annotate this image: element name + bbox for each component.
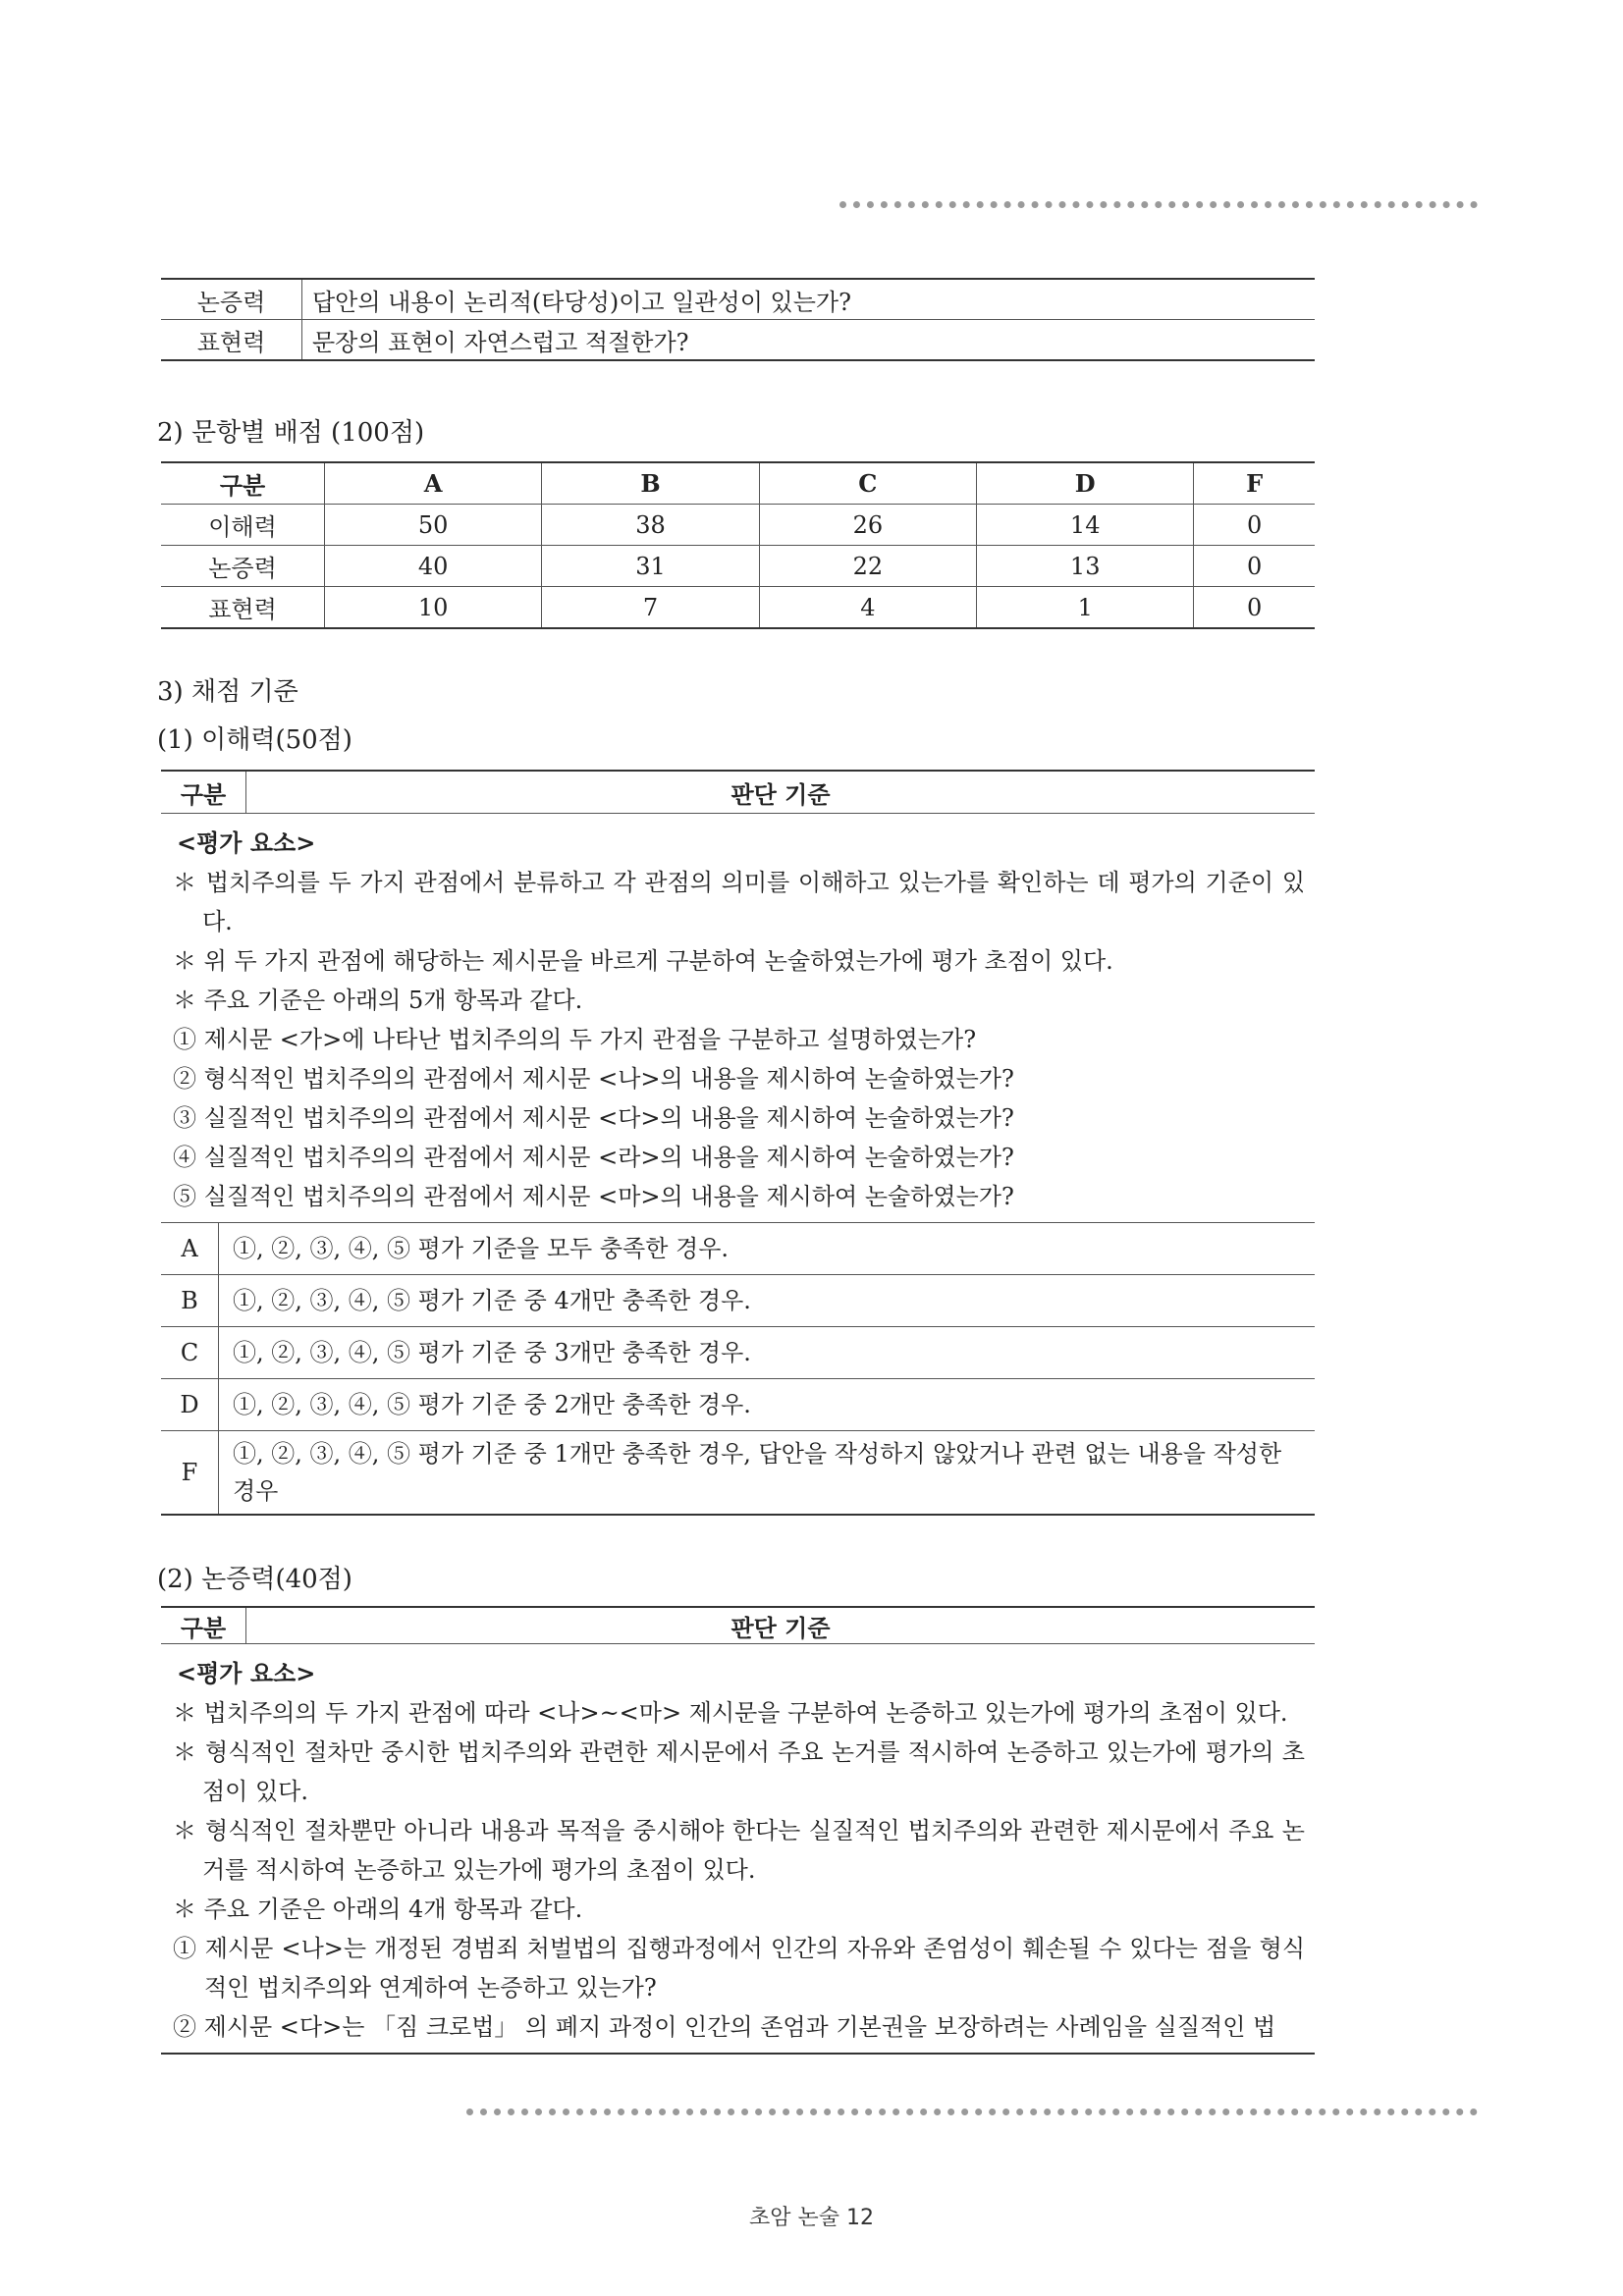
criterion-item: ② 제시문 <다>는 「짐 크로법」 의 폐지 과정이 인간의 존엄과 기본권을 보장하려는 사례임을 실질적인 법 xyxy=(173,2013,1276,2041)
criterion-item: ① 제시문 <가>에 나타난 법치주의의 두 가지 관점을 구분하고 설명하였는가? xyxy=(173,1026,977,1053)
bullet-item: ＊ 형식적인 절차만 중시한 법치주의와 관련한 제시문에서 주요 논거를 적시하여 논증하고 있는가에 평가의 초점이 있다. xyxy=(173,1738,1305,1805)
table-row xyxy=(161,505,1315,546)
grade-letter: D xyxy=(161,1379,219,1431)
grade-description: ①, ②, ③, ④, ⑤ 평가 기준을 모두 충족한 경우. xyxy=(233,1235,730,1262)
table-cell: 50 xyxy=(325,505,542,546)
criteria-table-header xyxy=(161,1606,1315,1644)
score-table xyxy=(161,461,1315,629)
table-row xyxy=(161,320,1315,361)
subsection-title-comprehension: (1) 이해력(50점) xyxy=(157,725,352,755)
table-row xyxy=(161,546,1315,587)
header-cell: B xyxy=(542,462,759,505)
grade-description: ①, ②, ③, ④, ⑤ 평가 기준 중 4개만 충족한 경우. xyxy=(219,1275,1316,1327)
table-cell: 38 xyxy=(542,505,759,546)
criteria-label: 표현력 xyxy=(161,320,302,361)
table-row xyxy=(161,1431,1315,1516)
table-row xyxy=(161,1223,1315,1275)
subsection-title-argumentation: (2) 논증력(40점) xyxy=(157,1565,352,1594)
criterion-item: ③ 실질적인 법치주의의 관점에서 제시문 <다>의 내용을 제시하여 논술하였는가? xyxy=(173,1104,1014,1132)
criterion-item: ④ 실질적인 법치주의의 관점에서 제시문 <라>의 내용을 제시하여 논술하였는가? xyxy=(173,1144,1014,1171)
table-row xyxy=(161,1327,1315,1379)
table-cell: 0 xyxy=(1194,546,1315,587)
table-cell: 7 xyxy=(542,587,759,629)
header-cell: A xyxy=(325,462,542,505)
comprehension-criteria-table xyxy=(161,770,1315,1516)
header-cell: 판단 기준 xyxy=(730,779,831,809)
grade-table xyxy=(161,1222,1315,1516)
table-row xyxy=(161,279,1315,320)
bullet-item: ＊ 주요 기준은 아래의 4개 항목과 같다. xyxy=(173,1896,583,1923)
footer-dotted-rule xyxy=(466,2109,1478,2115)
criterion-item: ⑤ 실질적인 법치주의의 관점에서 제시문 <마>의 내용을 제시하여 논술하였는가? xyxy=(173,1183,1014,1210)
page-footer: 초암 논술 12 xyxy=(749,2206,874,2230)
bullet-item: ＊ 위 두 가지 관점에 해당하는 제시문을 바르게 구분하여 논술하였는가에 평가 초점이 있다. xyxy=(173,947,1113,975)
bullet-item: ＊ 법치주의의 두 가지 관점에 따라 <나>~<마> 제시문을 구분하여 논증하고 있는가에 평가의 초점이 있다. xyxy=(173,1699,1288,1727)
header-cell: F xyxy=(1194,462,1315,505)
criteria-table-header xyxy=(161,770,1315,814)
evaluation-elements xyxy=(161,814,1315,1222)
bullet-item: ＊ 형식적인 절차뿐만 아니라 내용과 목적을 중시해야 한다는 실질적인 법치주의와 관련한 제시문에서 주요 논거를 적시하여 논증하고 있는가에 평가의 초점이 있다. xyxy=(173,1817,1305,1884)
table-cell: 0 xyxy=(1194,587,1315,629)
argumentation-criteria-table xyxy=(161,1606,1315,2055)
grade-description: ①, ②, ③, ④, ⑤ 평가 기준 중 1개만 충족한 경우, 답안을 작성하지 않았거나 관련 없는 내용을 작성한 경우 xyxy=(219,1431,1316,1516)
grade-description: ①, ②, ③, ④, ⑤ 평가 기준 중 2개만 충족한 경우. xyxy=(219,1379,1316,1431)
grade-letter: F xyxy=(161,1431,219,1516)
header-cell: C xyxy=(759,462,976,505)
table-cell: 13 xyxy=(977,546,1194,587)
table-cell: 이해력 xyxy=(161,505,325,546)
grade-letter: B xyxy=(161,1275,219,1327)
grade-description: ①, ②, ③, ④, ⑤ 평가 기준 중 3개만 충족한 경우. xyxy=(219,1327,1316,1379)
grade-letter: A xyxy=(161,1223,219,1275)
table-cell: 40 xyxy=(325,546,542,587)
criteria-text: 답안의 내용이 논리적(타당성)이고 일관성이 있는가? xyxy=(312,288,851,316)
table-row xyxy=(161,1275,1315,1327)
header-dotted-rule xyxy=(839,201,1478,208)
table-cell: 0 xyxy=(1194,505,1315,546)
table-cell: 10 xyxy=(325,587,542,629)
table-cell: 14 xyxy=(977,505,1194,546)
section-title-scores: 2) 문항별 배점 (100점) xyxy=(157,418,425,448)
header-cell: 구분 xyxy=(161,772,246,813)
table-header-row xyxy=(161,462,1315,505)
header-cell: 구분 xyxy=(161,1608,246,1643)
table-cell: 표현력 xyxy=(161,587,325,629)
table-row xyxy=(161,1379,1315,1431)
table-cell: 31 xyxy=(542,546,759,587)
table-cell: 논증력 xyxy=(161,546,325,587)
table-row xyxy=(161,587,1315,629)
evaluation-elements xyxy=(161,1644,1315,2053)
criterion-item: ② 형식적인 법치주의의 관점에서 제시문 <나>의 내용을 제시하여 논술하였는가? xyxy=(173,1065,1014,1093)
table-cell: 4 xyxy=(759,587,976,629)
criterion-item: ① 제시문 <나>는 개정된 경범죄 처벌법의 집행과정에서 인간의 자유와 존엄성이 훼손될 수 있다는 점을 형식적인 법치주의와 연계하여 논증하고 있는가? xyxy=(173,1935,1305,2002)
header-cell: D xyxy=(977,462,1194,505)
table-cell: 26 xyxy=(759,505,976,546)
evaluation-elements-title: <평가 요소> xyxy=(177,828,316,857)
evaluation-elements-title: <평가 요소> xyxy=(177,1659,316,1687)
criteria-label: 논증력 xyxy=(161,279,302,320)
header-cell: 판단 기준 xyxy=(730,1613,831,1642)
header-cell: 구분 xyxy=(161,462,325,505)
criteria-continuation-table xyxy=(161,278,1315,361)
bullet-item: ＊ 법치주의를 두 가지 관점에서 분류하고 각 관점의 의미를 이해하고 있는가를 확인하는 데 평가의 기준이 있다. xyxy=(173,869,1305,935)
table-cell: 1 xyxy=(977,587,1194,629)
grade-letter: C xyxy=(161,1327,219,1379)
section-title-criteria: 3) 채점 기준 xyxy=(157,677,298,707)
bullet-item: ＊ 주요 기준은 아래의 5개 항목과 같다. xyxy=(173,987,583,1014)
table-cell: 22 xyxy=(759,546,976,587)
criteria-text: 문장의 표현이 자연스럽고 적절한가? xyxy=(302,320,1316,361)
